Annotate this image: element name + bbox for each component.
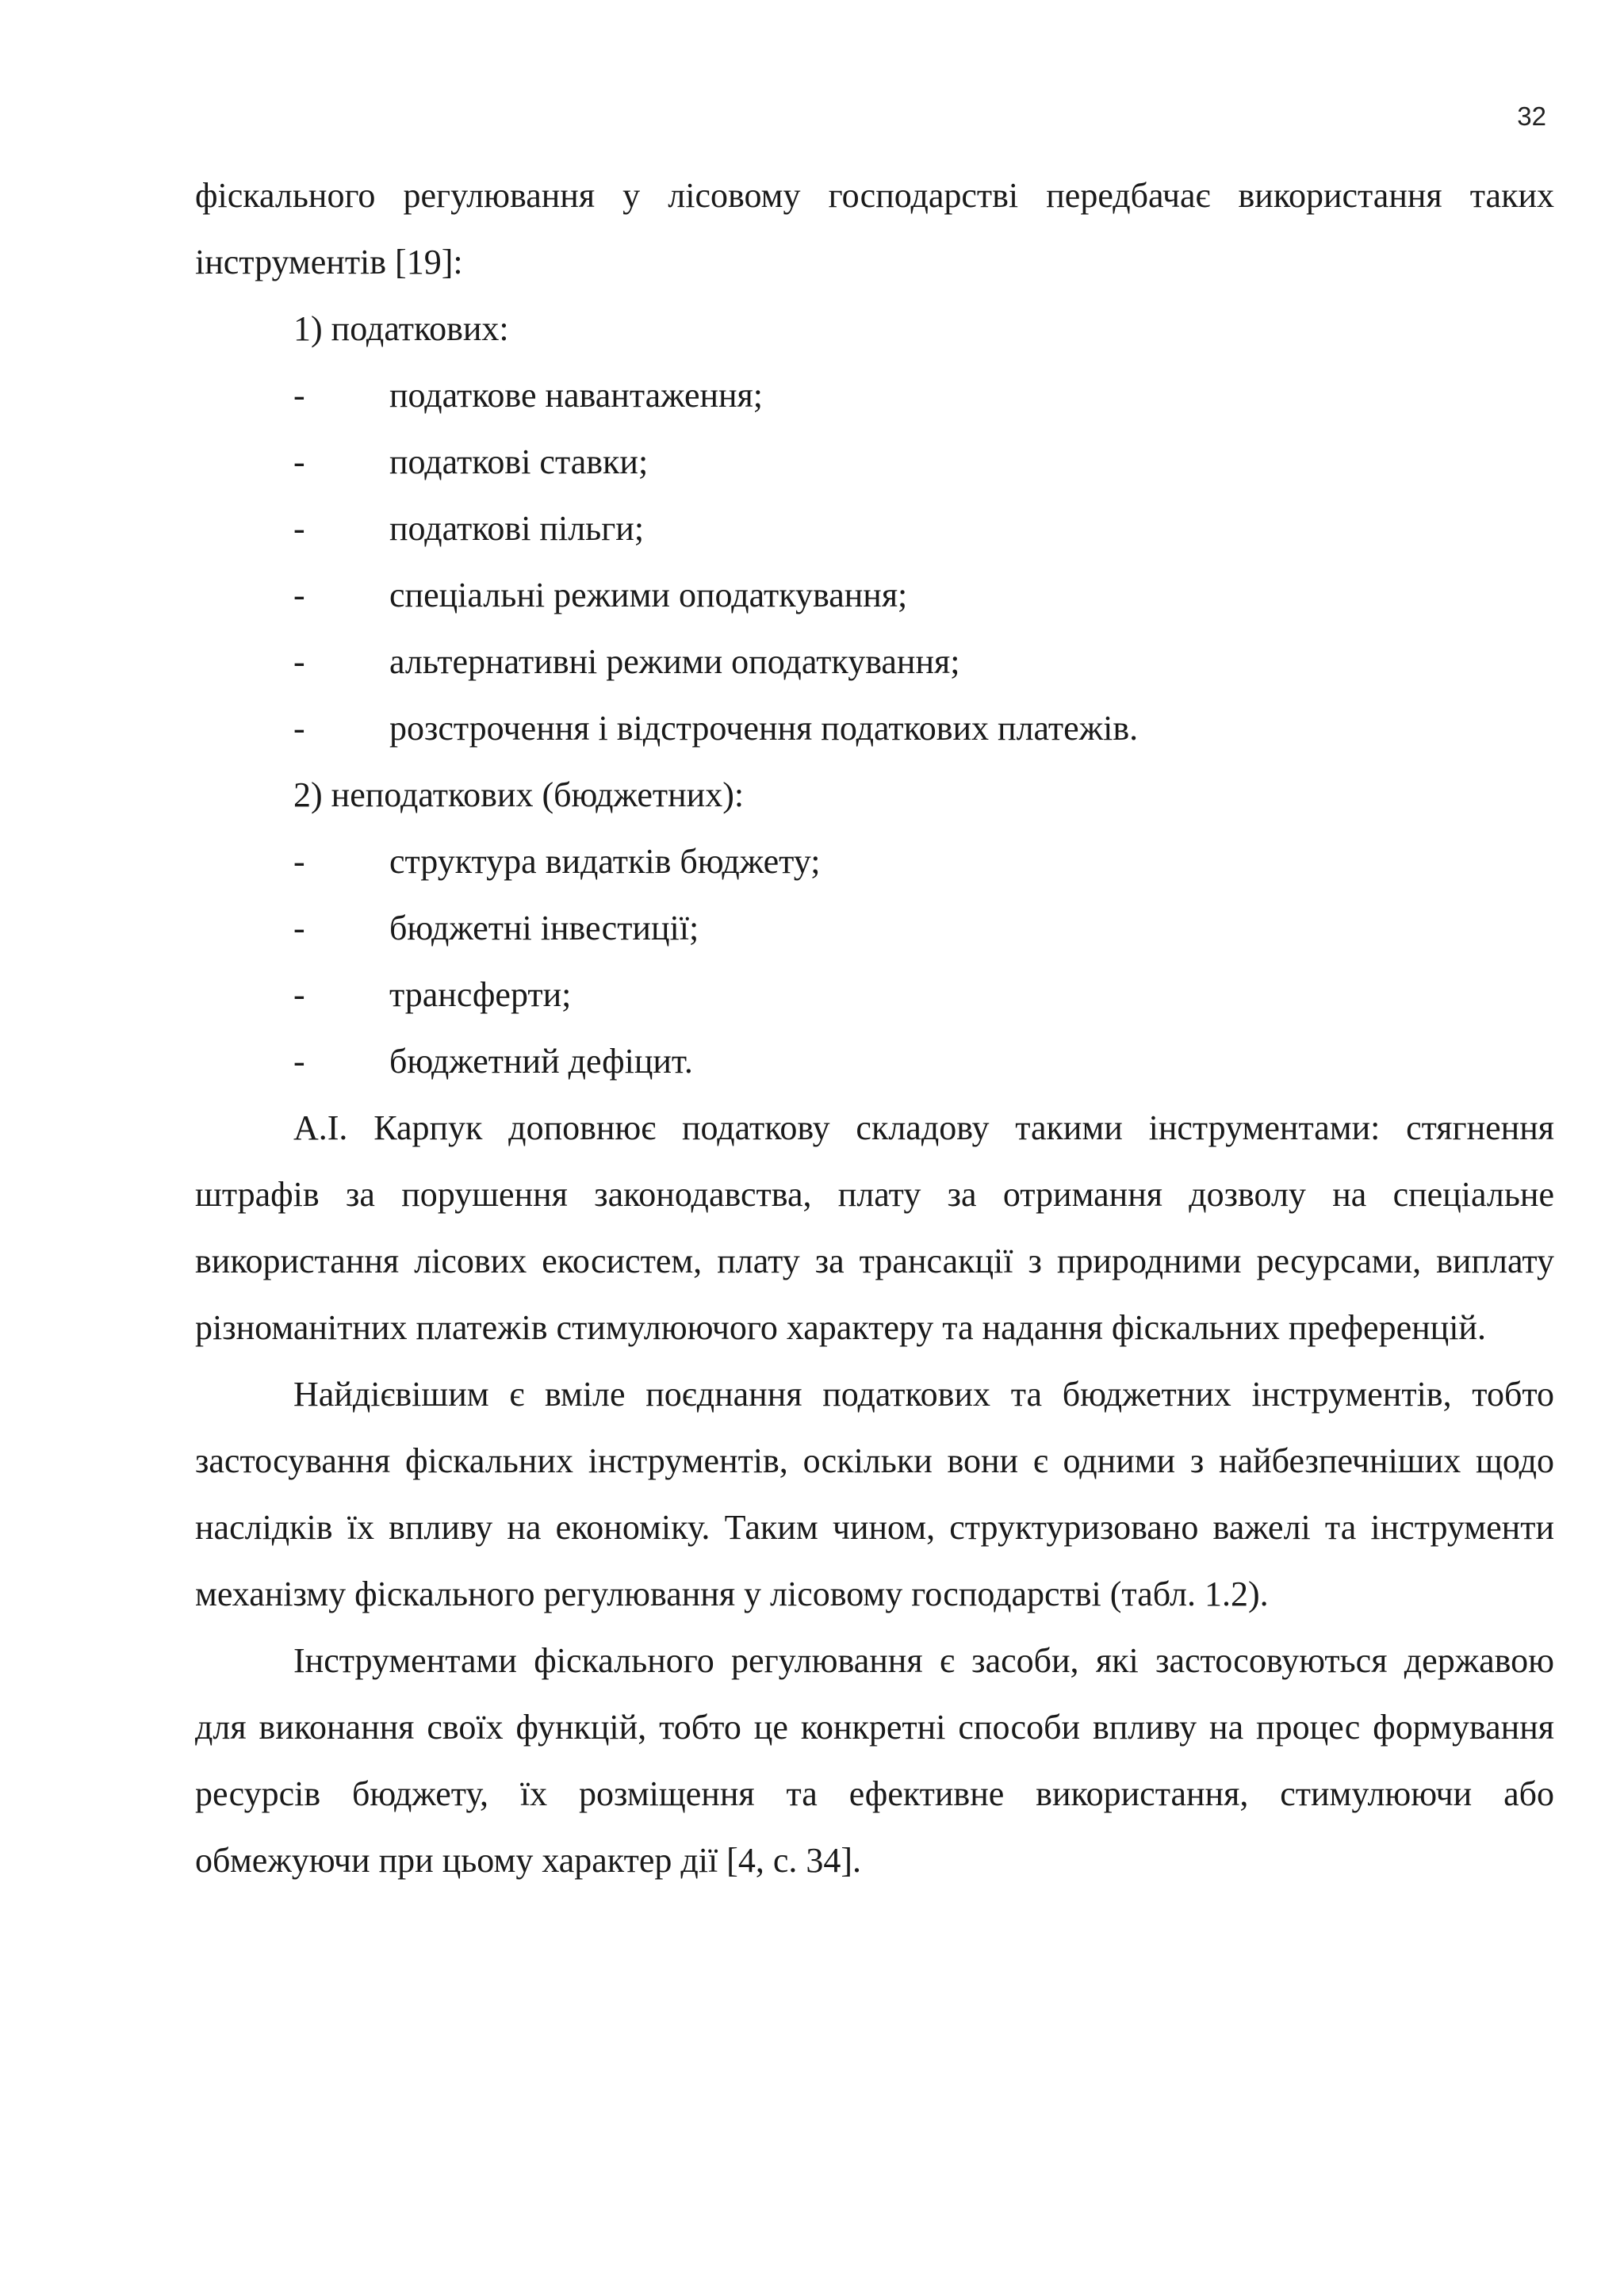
list-item <box>195 429 1554 496</box>
list-item-text: спеціальні режими оподаткування; <box>389 576 908 614</box>
list-item-text: структура видатків бюджету; <box>389 842 821 881</box>
page-number: 32 <box>1517 101 1546 131</box>
list-item <box>195 695 1554 762</box>
bullet-dash: - <box>293 442 305 481</box>
list-item-text: альтернативні режими оподаткування; <box>389 642 960 681</box>
bullet-dash: - <box>293 576 305 614</box>
list-item <box>195 1028 1554 1095</box>
list-item <box>195 562 1554 629</box>
list-item-text: бюджетні інвестиції; <box>389 909 699 947</box>
list-item-text: бюджетний дефіцит. <box>389 1042 693 1081</box>
bullet-dash: - <box>293 709 305 748</box>
bullet-dash: - <box>293 1042 305 1081</box>
list-item <box>195 496 1554 562</box>
list-item-text: податкові ставки; <box>389 442 649 481</box>
list-item-text: податкове навантаження; <box>389 376 764 415</box>
list-item-text: податкові пільги; <box>389 509 645 548</box>
bullet-dash: - <box>293 376 305 415</box>
body-paragraph: Найдієвішим є вміле поєднання податкових та бюджетних інструментів, тобто застосування фіскальних інструментів, оскільки вони є одними з найбезпечніших щодо наслідків їх впливу на економіку. Таким чином, структуризовано важелі та інструменти механізму фіскального регулювання у лісовому господарстві (табл. 1.2). <box>195 1375 1554 1613</box>
section-label-nontax: 2) неподаткових (бюджетних): <box>293 775 745 814</box>
bullet-dash: - <box>293 909 305 947</box>
bullet-dash: - <box>293 842 305 881</box>
bullet-dash: - <box>293 975 305 1014</box>
document-body <box>195 163 1554 1894</box>
section-label-tax: 1) податкових: <box>293 309 509 348</box>
bullet-dash: - <box>293 642 305 681</box>
bullet-dash: - <box>293 509 305 548</box>
list-item <box>195 962 1554 1028</box>
list-item-text: розстрочення і відстрочення податкових платежів. <box>389 709 1139 748</box>
list-item <box>195 895 1554 962</box>
list-item <box>195 828 1554 895</box>
intro-paragraph: фіскального регулювання у лісовому господарстві передбачає використання таких інструментів [19]: <box>195 176 1554 281</box>
list-item-text: трансферти; <box>389 975 572 1014</box>
body-paragraph: Інструментами фіскального регулювання є засоби, які застосовуються державою для виконання своїх функцій, тобто це конкретні способи впливу на процес формування ресурсів бюджету, їх розміщення та ефективне використання, стимулюючи або обмежуючи при цьому характер дії [4, с. 34]. <box>195 1641 1554 1880</box>
list-item <box>195 362 1554 429</box>
body-paragraph: А.І. Карпук доповнює податкову складову такими інструментами: стягнення штрафів за порушення законодавства, плату за отримання дозволу на спеціальне використання лісових екосистем, плату за трансакції з природними ресурсами, виплату різноманітних платежів стимулюючого характеру та надання фіскальних преференцій. <box>195 1108 1554 1347</box>
list-item <box>195 629 1554 695</box>
